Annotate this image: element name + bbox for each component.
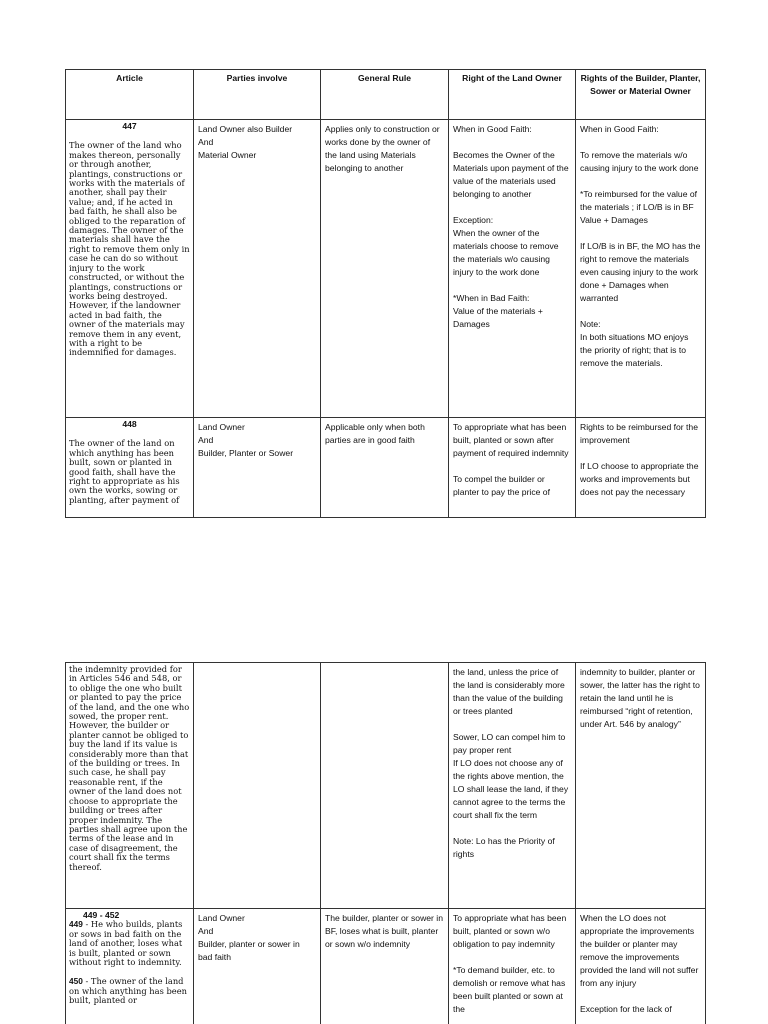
builder-right: When the LO does not appropriate the improvements the builder or planter may remove the improvements provided the land will not suffer from any injury — [580, 913, 699, 988]
header-builder-rights: Rights of the Builder, Planter, Sower or Material Owner — [576, 70, 706, 120]
bad-faith-text: If LO/B is in BF, the MO has the right to remove the materials even causing injury to the work done + Damages when warranted — [580, 241, 701, 303]
parties-cell — [194, 909, 321, 1024]
exception-title: Exception: — [453, 215, 494, 225]
article-number: 448 — [122, 419, 137, 429]
party-line: And — [198, 435, 214, 445]
good-faith-text: Becomes the Owner of the Materials upon payment of the value of the materials used belonging to another — [453, 150, 569, 199]
party-line: Builder, Planter or Sower — [198, 448, 294, 458]
party-line: Land Owner — [198, 422, 245, 432]
article-text: The owner of the land who makes thereon, personally or through another, plantings, constructions or works with the materials of another, shall pay their value; and, if he acted in bad faith, he shall also be obliged to the reparation of damages. The owner of the materials shall have the right to remove them only in case he can do so without injury to the work constructed, or without the plantings, constructions or works being destroyed. However, if the landowner acted in bad faith, the owner of the materials may remove them in any event, with a right to be indemnified for damages. — [69, 140, 190, 358]
party-line: And — [198, 137, 214, 147]
article-450-text — [69, 977, 190, 1005]
general-rule-cell: The builder, planter or sower in BF, loses what is built, planter or sown w/o indemnity — [321, 909, 449, 1024]
builder-rights-cell — [576, 909, 706, 1024]
article-447-cell — [66, 120, 194, 418]
header-parties: Parties involve — [194, 70, 321, 120]
land-owner-right: To compel the builder or planter to pay the price of — [453, 474, 550, 497]
land-owner-right: *To demand builder, etc. to demolish or remove what has been built planted or sown at the — [453, 965, 566, 1014]
accession-table-continued — [65, 662, 706, 1024]
article-449-text — [69, 920, 190, 967]
land-owner-right: To appropriate what has been built, planted or sown after payment of required indemnity — [453, 422, 569, 458]
builder-right: If LO choose to appropriate the works and improvements but does not pay the necessary — [580, 461, 699, 497]
document-page-2 — [0, 620, 768, 1024]
parties-cell — [194, 418, 321, 518]
party-line: Material Owner — [198, 150, 257, 160]
article-450-number: 450 — [69, 976, 83, 987]
header-general-rule: General Rule — [321, 70, 449, 120]
parties-cell — [194, 120, 321, 418]
table-row-448-continued — [66, 663, 706, 909]
table-row-449-452 — [66, 909, 706, 1024]
land-owner-right: Sower, LO can compel him to pay proper rent — [453, 732, 566, 755]
builder-rights-cell: indemnity to builder, planter or sower, the latter has the right to retain the land until he is reimbursed “right of retention, under Art. 546 by analogy” — [576, 663, 706, 909]
article-450-body: - The owner of the land on which anything has been built, planted or — [69, 976, 187, 1006]
land-owner-right: If LO does not choose any of the rights above mention, the LO shall lease the land, if they cannot agree to the terms the court shall fix the term — [453, 758, 569, 820]
article-449-number: 449 — [69, 919, 83, 930]
article-number: 447 — [122, 121, 137, 131]
good-faith-title: When in Good Faith: — [580, 124, 659, 134]
page-gap — [0, 560, 768, 620]
header-article: Article — [66, 70, 194, 120]
table-header-row — [66, 70, 706, 120]
note-text: Note: Lo has the Priority of rights — [453, 836, 555, 859]
land-owner-right: To appropriate what has been built, planted or sown w/o obligation to pay indemnity — [453, 913, 567, 949]
general-rule-cell: Applicable only when both parties are in good faith — [321, 418, 449, 518]
header-land-owner-rights: Right of the Land Owner — [449, 70, 576, 120]
article-449-body: - He who builds, plants or sows in bad faith on the land of another, loses what is built, planted or sown without right to indemnity. — [69, 919, 183, 968]
party-line: Builder, planter or sower in bad faith — [198, 939, 300, 962]
accession-table — [65, 69, 706, 518]
party-line: Land Owner also Builder — [198, 124, 293, 134]
note-text: In both situations MO enjoys the priority of right; that is to remove the materials. — [580, 332, 689, 368]
exception-text: When the owner of the materials choose to remove the materials w/o causing injury to the work done — [453, 228, 559, 277]
bad-faith-text: Value of the materials + Damages — [453, 306, 543, 329]
article-text: The owner of the land on which anything has been built, sown or planted in good faith, shall have the right to appropriate as his own the works, sowing or planting, after payment of — [69, 438, 180, 505]
party-line: And — [198, 926, 214, 936]
article-449-452-cell — [66, 909, 194, 1024]
article-448-cell — [66, 418, 194, 518]
note-title: Note: — [580, 319, 601, 329]
land-owner-right: the land, unless the price of the land is considerably more than the value of the building or trees planted — [453, 667, 565, 716]
bad-faith-title: *When in Bad Faith: — [453, 293, 530, 303]
builder-right: Rights to be reimbursed for the improvement — [580, 422, 698, 445]
land-owner-rights-cell — [449, 663, 576, 909]
party-line: Land Owner — [198, 913, 245, 923]
table-row-448 — [66, 418, 706, 518]
good-faith-text: To remove the materials w/o causing injury to the work done — [580, 150, 699, 173]
article-number: 449 - 452 — [83, 910, 120, 920]
builder-right: Exception for the lack of — [580, 1004, 672, 1014]
land-owner-rights-cell — [449, 418, 576, 518]
general-rule-cell: Applies only to construction or works done by the owner of the land using Materials belonging to another — [321, 120, 449, 418]
general-rule-cell — [321, 663, 449, 909]
good-faith-title: When in Good Faith: — [453, 124, 532, 134]
land-owner-rights-cell — [449, 909, 576, 1024]
parties-cell — [194, 663, 321, 909]
land-owner-rights-cell — [449, 120, 576, 418]
builder-rights-cell — [576, 418, 706, 518]
builder-rights-cell — [576, 120, 706, 418]
table-row-447 — [66, 120, 706, 418]
article-448-continued-cell: the indemnity provided for in Articles 546 and 548, or to oblige the one who built or planted to pay the price of the land, and the one who sowed, the proper rent. However, the builder or planter cannot be obliged to buy the land if its value is considerably more than that of the building or trees. In such case, he shall pay reasonable rent, if the owner of the land does not choose to appropriate the building or trees after proper indemnity. The parties shall agree upon the terms of the lease and in case of disagreement, the court shall fix the terms thereof. — [66, 663, 194, 909]
reimbursement-text: *To reimbursed for the value of the materials ; if LO/B is in BF Value + Damages — [580, 189, 698, 225]
